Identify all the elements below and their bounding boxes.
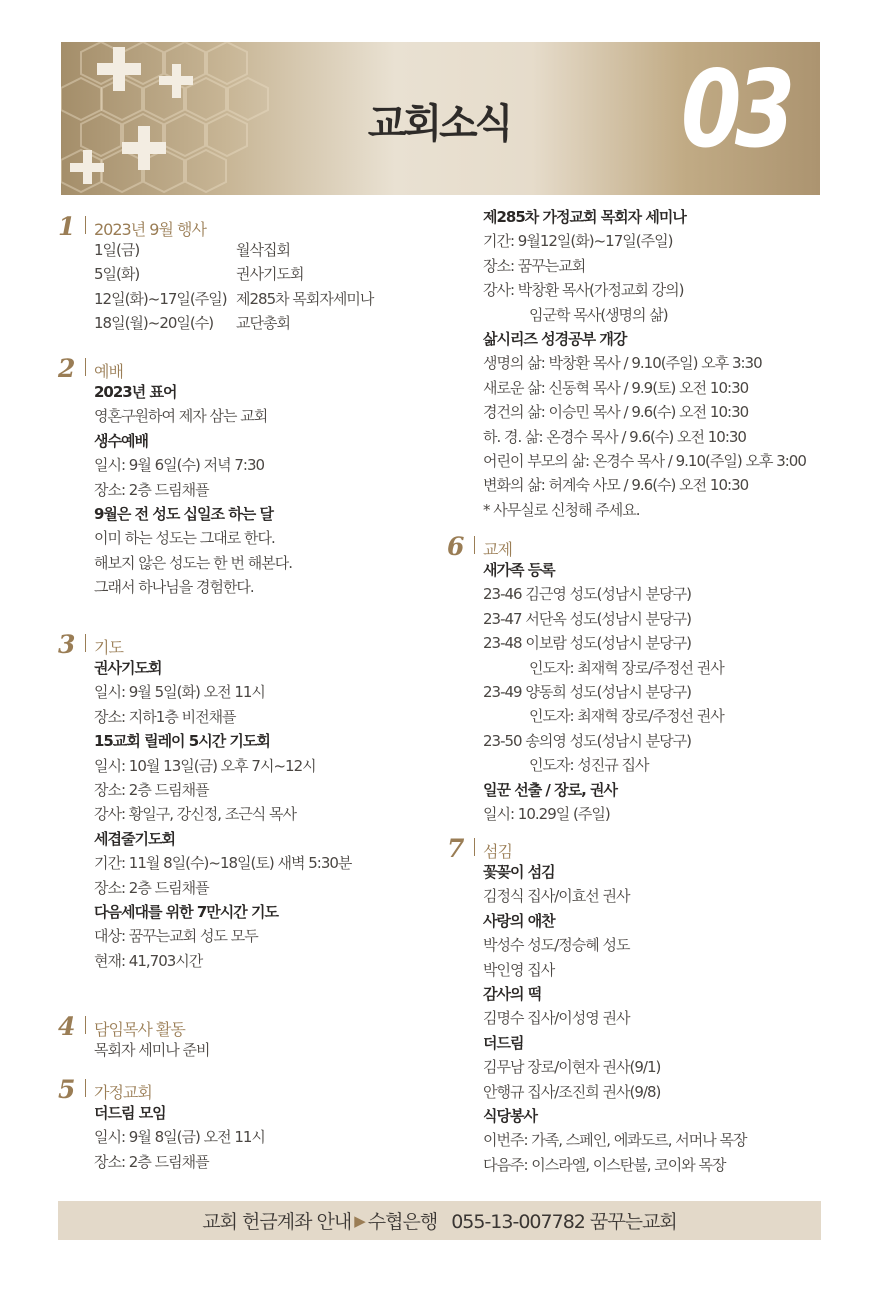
event-row <box>94 238 428 262</box>
section-events <box>58 212 428 336</box>
section-title: 예배 <box>94 362 123 381</box>
divider <box>85 1079 86 1097</box>
text-line: 목회자 세미나 준비 <box>94 1041 210 1059</box>
text-line: 새로운 삶: 신동혁 목사 / 9.9(토) 오전 10:30 <box>483 378 749 397</box>
event-name: 권사기도회 <box>236 265 304 284</box>
event-date: 1일(금) <box>94 241 140 259</box>
section-number: 4 <box>58 1012 76 1041</box>
divider <box>85 216 86 234</box>
section-header <box>58 212 428 241</box>
section-seminar <box>447 205 827 522</box>
text-line: 인도자: 최재혁 장로/주정선 권사 <box>529 658 724 677</box>
event-name: 월삭집회 <box>236 241 290 259</box>
event-row <box>94 287 428 311</box>
text-line: 일시: 9월 6일(수) 저녁 7:30 <box>94 456 265 475</box>
subheading: 권사기도회 <box>94 659 162 677</box>
subheading: 더드림 <box>483 1033 524 1052</box>
section-title: 가정교회 <box>94 1083 152 1102</box>
text-line: 변화의 삶: 허계숙 사모 / 9.6(수) 오전 10:30 <box>483 476 749 495</box>
subheading: 더드림 모임 <box>94 1104 166 1122</box>
subheading: 감사의 떡 <box>483 984 542 1003</box>
section-title: 2023년 9월 행사 <box>94 220 206 239</box>
text-line: 김정식 집사/이효선 권사 <box>483 887 630 906</box>
event-date: 5일(화) <box>94 265 140 284</box>
hexagon-cross-pattern <box>61 42 321 195</box>
text-line: 장소: 2층 드림채플 <box>94 480 209 499</box>
text-line: 임군학 목사(생명의 삶) <box>529 305 668 324</box>
subheading: 삶시리즈 성경공부 개강 <box>483 329 627 348</box>
section-header <box>447 532 827 561</box>
event-date: 12일(화)~17일(주일) <box>94 289 227 308</box>
section-header <box>58 354 428 383</box>
text-line: 23-47 서단옥 성도(성남시 분당구) <box>483 609 691 628</box>
offering-account-footer <box>58 1201 821 1240</box>
section-header <box>447 834 827 863</box>
triangle-right-icon: ▶ <box>354 1211 365 1230</box>
text-line: 다음주: 이스라엘, 이스탄불, 코이와 목장 <box>483 1155 726 1174</box>
text-line: 강사: 황일구, 강신정, 조근식 목사 <box>94 805 297 824</box>
text-line: 인도자: 최재혁 장로/주정선 권사 <box>529 707 724 726</box>
text-line: 장소: 지하1층 비전채플 <box>94 707 236 726</box>
section-number: 2 <box>58 354 76 383</box>
event-row <box>94 311 428 335</box>
subheading: 제285차 가정교회 목회자 세미나 <box>483 208 686 226</box>
text-line: 일시: 10월 13일(금) 오후 7시~12시 <box>94 756 316 775</box>
subheading: 다음세대를 위한 7만시간 기도 <box>94 902 278 921</box>
text-line: 이미 하는 성도는 그대로 한다. <box>94 529 275 548</box>
subheading: 생수예배 <box>94 431 148 450</box>
text-line: 생명의 삶: 박창환 목사 / 9.10(주일) 오후 3:30 <box>483 354 762 373</box>
text-line: 강사: 박창환 목사(가정교회 강의) <box>483 281 684 300</box>
subheading: 새가족 등록 <box>483 561 555 579</box>
event-name: 교단총회 <box>236 314 290 333</box>
text-line: 김무남 장로/이현자 권사(9/1) <box>483 1058 661 1077</box>
subheading: 15교회 릴레이 5시간 기도회 <box>94 732 270 751</box>
section-number: 1 <box>58 212 76 241</box>
section-fellowship <box>447 532 827 826</box>
event-row <box>94 262 428 286</box>
footer-account: 055-13-007782 꿈꾸는교회 <box>451 1211 677 1233</box>
text-line: 일시: 9월 8일(금) 오전 11시 <box>94 1128 265 1147</box>
text-line: 박성수 성도/정승혜 성도 <box>483 936 630 955</box>
text-line: 23-48 이보람 성도(성남시 분당구) <box>483 634 691 653</box>
page-title: 교회소식 <box>367 101 511 147</box>
text-line: 23-50 송의영 성도(성남시 분당구) <box>483 731 691 750</box>
section-number: 5 <box>58 1075 76 1104</box>
section-header <box>58 1075 428 1104</box>
section-header <box>58 630 428 659</box>
text-line: 일시: 9월 5일(화) 오전 11시 <box>94 683 265 702</box>
subheading: 꽃꽂이 섬김 <box>483 863 555 881</box>
subheading: 9월은 전 성도 십일조 하는 달 <box>94 504 273 523</box>
event-name: 제285차 목회자세미나 <box>236 289 374 308</box>
footer-bank: 수협은행 <box>367 1211 438 1233</box>
section-service <box>447 834 827 1177</box>
section-number: 3 <box>58 630 76 659</box>
text-line: 일시: 10.29일 (주일) <box>483 804 610 823</box>
header-banner <box>61 42 820 195</box>
section-title: 섬김 <box>483 842 512 861</box>
text-line: 대상: 꿈꾸는교회 성도 모두 <box>94 927 258 946</box>
subheading: 세겹줄기도회 <box>94 829 175 848</box>
text-line: 김명수 집사/이성영 권사 <box>483 1009 630 1028</box>
text-line: 하. 경. 삶: 온경수 목사 / 9.6(수) 오전 10:30 <box>483 427 746 446</box>
footer-label: 교회 헌금계좌 안내 <box>202 1211 352 1233</box>
section-pastor <box>58 1012 428 1062</box>
text-line: 안행규 집사/조진희 권사(9/8) <box>483 1082 661 1101</box>
event-date: 18일(월)~20일(수) <box>94 314 214 333</box>
divider <box>85 358 86 376</box>
text-line: 장소: 2층 드림채플 <box>94 780 209 799</box>
divider <box>474 536 475 554</box>
text-line: 장소: 2층 드림채플 <box>94 1152 209 1171</box>
section-house-church <box>58 1075 428 1174</box>
text-line: 기간: 9월12일(화)~17일(주일) <box>483 232 673 251</box>
text-line: 그래서 하나님을 경험한다. <box>94 578 254 597</box>
page-number: 03 <box>681 48 789 171</box>
text-line: 23-46 김근영 성도(성남시 분당구) <box>483 585 691 604</box>
subheading: 2023년 표어 <box>94 383 177 401</box>
section-header <box>58 1012 428 1041</box>
text-line: 어린이 부모의 삶: 온경수 목사 / 9.10(주일) 오후 3:00 <box>483 451 806 470</box>
section-number: 7 <box>447 834 465 863</box>
text-line: 해보지 않은 성도는 한 번 해본다. <box>94 553 292 572</box>
text-line: 장소: 2층 드림채플 <box>94 878 209 897</box>
text-line: 현재: 41,703시간 <box>94 951 203 970</box>
text-line: 경건의 삶: 이승민 목사 / 9.6(수) 오전 10:30 <box>483 403 749 422</box>
text-line: 장소: 꿈꾸는교회 <box>483 256 586 275</box>
subheading: 일꾼 선출 / 장로, 권사 <box>483 780 617 799</box>
section-title: 담임목사 활동 <box>94 1020 185 1039</box>
divider <box>85 634 86 652</box>
text-line: 인도자: 성진규 집사 <box>529 756 649 775</box>
section-worship <box>58 354 428 600</box>
divider <box>474 838 475 856</box>
divider <box>85 1016 86 1034</box>
section-title: 교제 <box>483 540 512 559</box>
text-line: 23-49 양동희 성도(성남시 분당구) <box>483 682 691 701</box>
section-prayer <box>58 630 428 973</box>
subheading: 식당봉사 <box>483 1106 537 1125</box>
text-line: * 사무실로 신청해 주세요. <box>483 500 640 519</box>
text-line: 박인영 집사 <box>483 960 555 979</box>
section-number: 6 <box>447 532 465 561</box>
text-line: 기간: 11월 8일(수)~18일(토) 새벽 5:30분 <box>94 854 352 873</box>
section-title: 기도 <box>94 638 123 657</box>
text-line: 이번주: 가족, 스페인, 에콰도르, 서머나 목장 <box>483 1131 747 1150</box>
subheading: 사랑의 애찬 <box>483 911 555 930</box>
text-line: 영혼구원하여 제자 삼는 교회 <box>94 407 268 426</box>
